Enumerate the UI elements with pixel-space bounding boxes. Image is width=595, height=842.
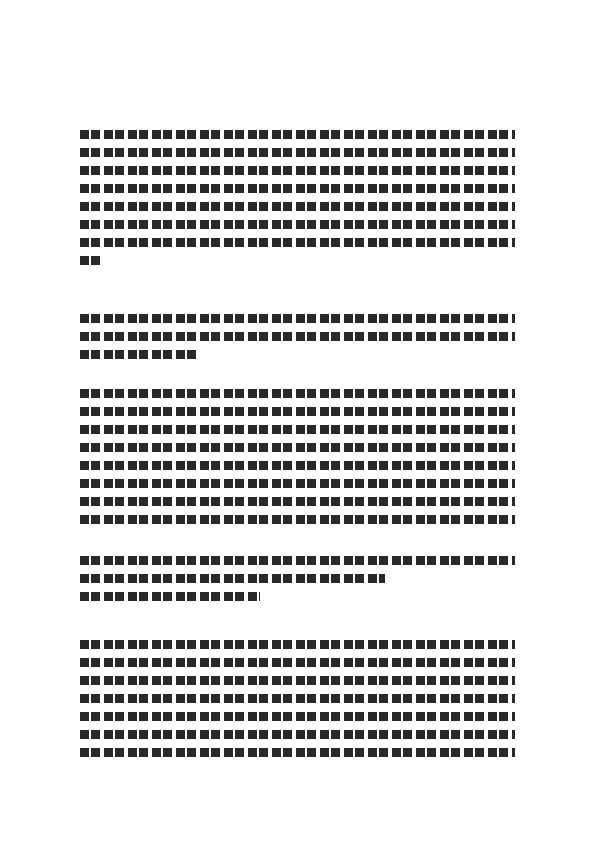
text-line (80, 350, 200, 359)
text-line (80, 425, 515, 434)
text-line (80, 658, 515, 667)
text-line (80, 497, 515, 506)
text-line (80, 592, 260, 601)
text-line (80, 389, 515, 398)
text-line (80, 332, 515, 341)
paragraph-5 (80, 640, 515, 766)
text-line (80, 220, 515, 229)
text-line (80, 314, 515, 323)
text-line (80, 184, 515, 193)
paragraph-2 (80, 314, 515, 368)
text-line (80, 443, 515, 452)
text-line (80, 256, 100, 265)
text-line (80, 712, 515, 721)
paragraph-3 (80, 389, 515, 533)
text-line (80, 479, 515, 488)
text-line (80, 130, 515, 139)
text-line (80, 202, 515, 211)
text-line (80, 748, 515, 757)
text-line (80, 461, 515, 470)
text-line (80, 148, 515, 157)
text-line (80, 640, 515, 649)
text-line (80, 694, 515, 703)
text-line (80, 515, 515, 524)
text-line (80, 166, 515, 175)
text-line (80, 574, 385, 583)
text-line (80, 730, 515, 739)
paragraph-4 (80, 556, 515, 610)
text-line (80, 676, 515, 685)
text-line (80, 407, 515, 416)
paragraph-1 (80, 130, 515, 274)
text-line (80, 556, 515, 565)
text-line (80, 238, 515, 247)
